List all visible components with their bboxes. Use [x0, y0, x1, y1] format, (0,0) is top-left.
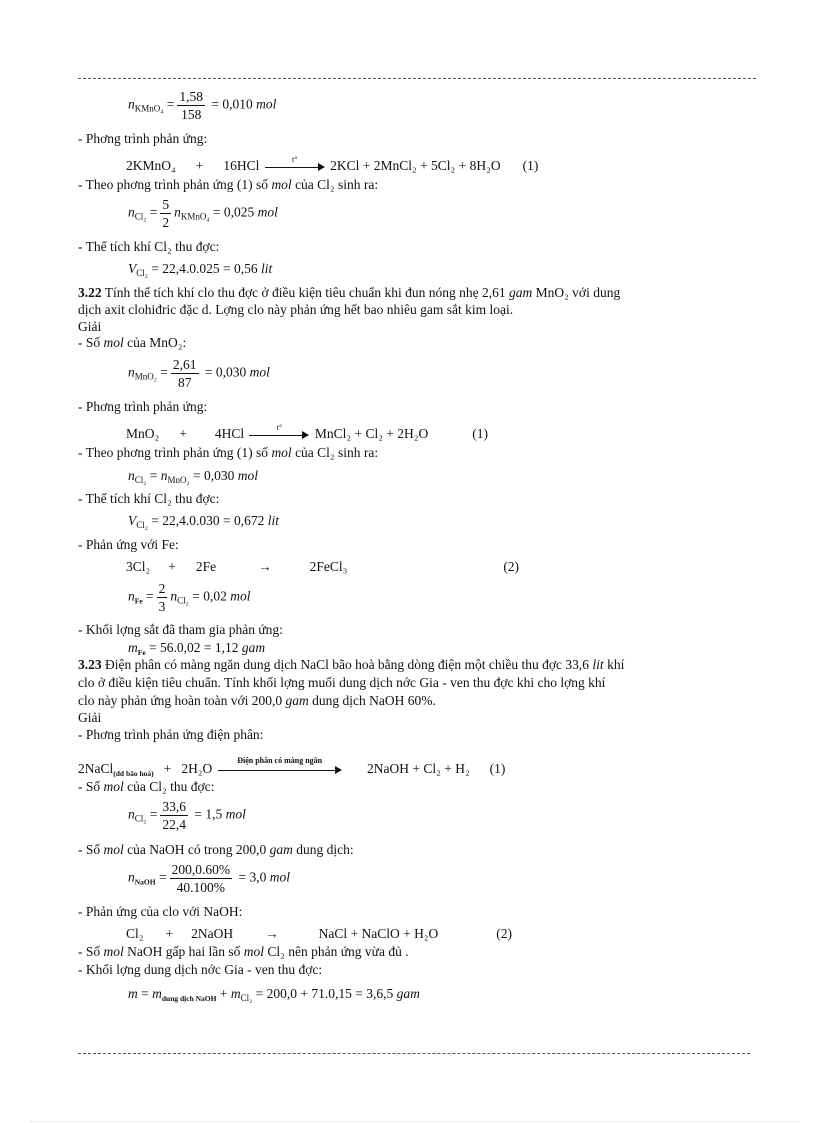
reaction-arrow: t°: [249, 429, 309, 441]
text-line: - Số mol của MnO₂:: [78, 335, 187, 350]
formula-n-cl2: $n_{Cl_2} = n_{MnO_2} = 0,030$ mol: [128, 468, 259, 485]
text-line: - Theo phơng trình phản ứng (1) số mol của Cl₂ sinh ra:: [78, 445, 379, 460]
footer-rule: [78, 1053, 750, 1054]
reaction-arrow: Điện phân có màng ngăn: [218, 764, 342, 776]
header-rule: [78, 78, 756, 79]
formula-v-cl2: $V_{Cl_2} = 22,4.0.025 = 0,56$ lit: [128, 261, 273, 278]
frac-numerator: 1,58: [179, 89, 204, 104]
formula-m-fe: $m_{Fe} = 56.0,02 = 1,12$ gam: [128, 640, 266, 657]
formula-n-kmno4: $n_{KMnO_4}$ = $\frac{1,58}{158}$ = 0,010 mol: [128, 89, 277, 122]
solution-label: Giải: [78, 710, 102, 725]
text-line: - Thể tích khí Cl₂ thu đợc:: [78, 239, 220, 254]
formula-n-mno2: $n_{MnO_2}$ = $\frac{2,61}{87}$ = 0,030 mol: [128, 357, 270, 390]
text-line: - Phơng trình phản ứng:: [78, 399, 208, 414]
text-line: - Phơng trình phản ứng:: [78, 131, 208, 146]
text-line: - Phản ứng của clo với NaOH:: [78, 904, 243, 919]
text-line: - Theo phơng trình phản ứng (1) số mol của Cl₂ sinh ra:: [78, 177, 379, 192]
text-line: - Số mol của NaOH có trong 200,0 gam dung dịch:: [78, 842, 354, 857]
frac-denominator: 158: [181, 107, 202, 122]
problem-3-23: 3.23 Điện phân có màng ngăn dung dịch NaCl bão hoà bằng dòng điện một chiều thu đợc 33,6 lit khí: [78, 657, 625, 672]
reaction-electrolysis: 2NaCl$_{(dd bão hoà)}$ + 2H₂O Điện phân có màng ngăn 2NaOH + Cl₂ + H₂ (1): [78, 755, 506, 778]
text-line: - Phơng trình phản ứng điện phân:: [78, 727, 264, 742]
reaction-mno2: MnO₂ + 4HCl t° MnCl₂ + Cl₂ + 2H₂O (1): [126, 422, 488, 441]
page-edge: [30, 1121, 800, 1122]
text-line: clo này phản ứng hoàn toàn với 200,0 gam dung dịch NaOH 60%.: [78, 693, 436, 708]
reaction-fe: 3Cl₂ + 2Fe → 2FeCl₃ (2): [126, 559, 520, 574]
formula-n-cl2: $n_{Cl_2}$ = $\frac{33,6}{22,4}$ = 1,5 mol: [128, 799, 246, 832]
text-line: - Khối lợng sắt đã tham gia phản ứng:: [78, 622, 283, 637]
solution-label: Giải: [78, 319, 102, 334]
formula-n-fe: $n_{Fe}$ = $\frac{2}{3}$ $n_{Cl_2} = 0,02$ mol: [128, 581, 251, 614]
text-line: - Số mol NaOH gấp hai lần số mol Cl₂ nên phản ứng vừa đủ .: [78, 944, 409, 959]
problem-3-22: 3.22 Tính thể tích khí clo thu đợc ở điều kiện tiêu chuẩn khi đun nóng nhẹ 2,61 gam MnO₂ với dung: [78, 285, 621, 300]
text-line: - Khối lợng dung dịch nớc Gia - ven thu đợc:: [78, 962, 323, 977]
formula-v-cl2: $V_{Cl_2} = 22,4.0.030 = 0,672$ lit: [128, 513, 280, 530]
reaction-arrow: t°: [265, 161, 325, 173]
formula-n-naoh: $n_{NaOH}$ = $\frac{200,0.60\%}{40.100\%}$ = 3,0 mol: [128, 862, 290, 895]
text-line: - Số mol của Cl₂ thu đợc:: [78, 779, 215, 794]
formula-m-javel: $m = m_{dung dịch NaOH} + m_{Cl_2} = 200,0 + 71.0,15 = 3,6,5$ gam: [128, 986, 420, 1003]
text-line: - Phản ứng với Fe:: [78, 537, 179, 552]
text-line: dịch axit clohiđric đặc d. Lợng clo này phản ứng hết bao nhiêu gam sắt kim loại.: [78, 302, 514, 317]
text-line: clo ở điều kiện tiêu chuẩn. Tính khối lợng muối dung dịch nớc Gia - ven thu đợc khi cho lợng khí: [78, 675, 606, 690]
text-line: - Thể tích khí Cl₂ thu đợc:: [78, 491, 220, 506]
formula-n-cl2: $n_{Cl_2}$ = $\frac{5}{2}$ $n_{KMnO_4} = 0,025$ mol: [128, 197, 278, 230]
reaction-1: 2KMnO₄ + 16HCl t° 2KCl + 2MnCl₂ + 5Cl₂ + 8H₂O (1): [126, 154, 539, 173]
reaction-naoh: Cl₂ + 2NaOH → NaCl + NaClO + H₂O (2): [126, 926, 513, 941]
